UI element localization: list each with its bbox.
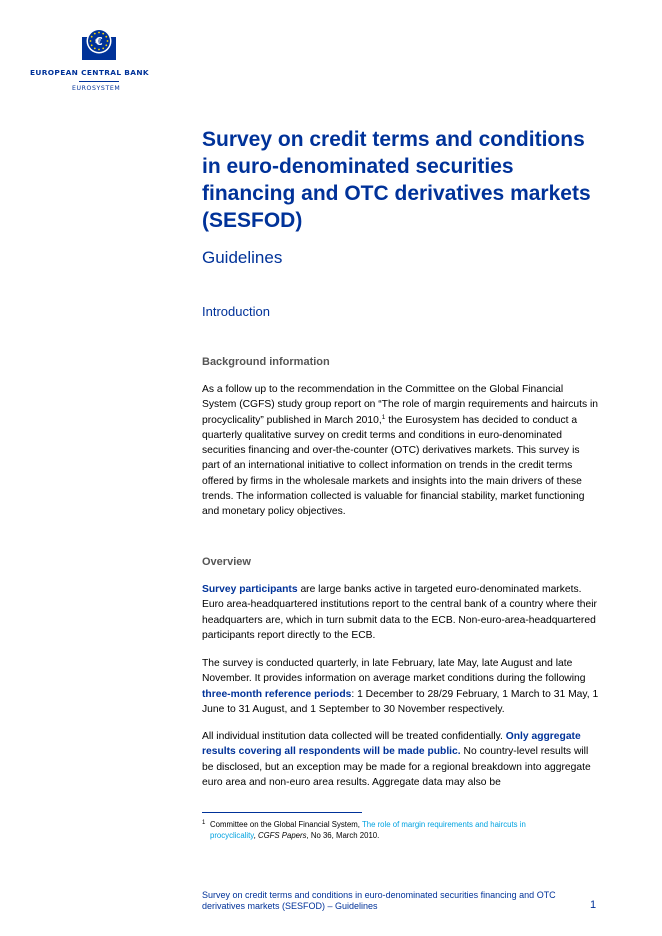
- logo-rule: [79, 81, 119, 82]
- page-number: 1: [590, 899, 597, 911]
- footnote-number: 1: [202, 820, 206, 826]
- ecb-logo: [30, 28, 172, 92]
- footnote-divider: [202, 812, 362, 813]
- document-title: Survey on credit terms and conditions in euro-denominated securities financing and OTC derivatives markets (SESFOD): [202, 128, 591, 232]
- overview-heading: Overview: [202, 556, 251, 568]
- background-paragraph: As a follow up to the recommendation in the Committee on the Global Financial System (CGFS) study group report on “The role of margin requirements and haircuts in procyclicality” published in March 2010,$^1$ the Eurosystem has decided to conduct a quarterly qualitative survey on credit terms and conditions in euro-denominated securities financing and over-the-counter (OTC) derivatives markets. This survey is part of an international initiative to collect information on trends in the credit terms offered by firms in the wholesale markets and insights into the main drivers of these trends. The information collected is valuable for financial stability, market functioning and monetary policy objectives.: [202, 384, 599, 518]
- footnote-reference[interactable]: 1: [381, 413, 386, 421]
- section-title: Introduction: [202, 304, 270, 319]
- footnote-link[interactable]: The role of margin requirements and haircuts in procyclicality: [210, 820, 526, 840]
- footnote-publication: CGFS Papers: [257, 830, 307, 840]
- footnote: 1 Committee on the Global Financial System, The role of margin requirements and haircuts in procyclicality, CGFS Papers, No 36, March 2010.: [202, 820, 526, 840]
- eurosystem-label: EUROSYSTEM: [72, 85, 121, 92]
- ecb-logo-icon: [82, 28, 116, 60]
- highlight-reference-periods: three-month reference periods: [202, 688, 352, 700]
- highlight-survey-participants: Survey participants: [202, 584, 298, 595]
- overview-paragraph-1: Survey participants are large banks active in targeted euro-denominated markets. Euro area-headquartered institutions report to the central bank of a country where their headquarters are, which in turn submit data to the ECB. Non-euro-area-headquartered participants report directly to the ECB.: [202, 584, 597, 641]
- overview-paragraph-3: All individual institution data collected will be treated confidentially. Only aggregate results covering all respondents will be made public. No country-level results will be disclosed, but an exception may be made for a regional breakdown into aggregate euro area and non-euro area results. Aggregate data may also be: [202, 731, 591, 788]
- svg-text:€: €: [95, 35, 103, 48]
- bank-name: EUROPEAN CENTRAL BANK: [30, 68, 149, 77]
- page-footer: Survey on credit terms and conditions in euro-denominated securities financing and OTC derivatives markets (SESFOD) – Guidelines: [202, 890, 556, 911]
- overview-paragraph-2: The survey is conducted quarterly, in late February, late May, late August and late November. It provides information on average market conditions during the following three-month reference periods: 1 December to 28/29 February, 1 March to 31 May, 1 June to 31 August, and 1 September to 30 November respectively.: [202, 658, 599, 715]
- highlight-aggregate-results: Only aggregate results covering all respondents will be made public.: [202, 731, 581, 758]
- document-subtitle: Guidelines: [202, 248, 283, 267]
- background-heading: Background information: [202, 356, 330, 368]
